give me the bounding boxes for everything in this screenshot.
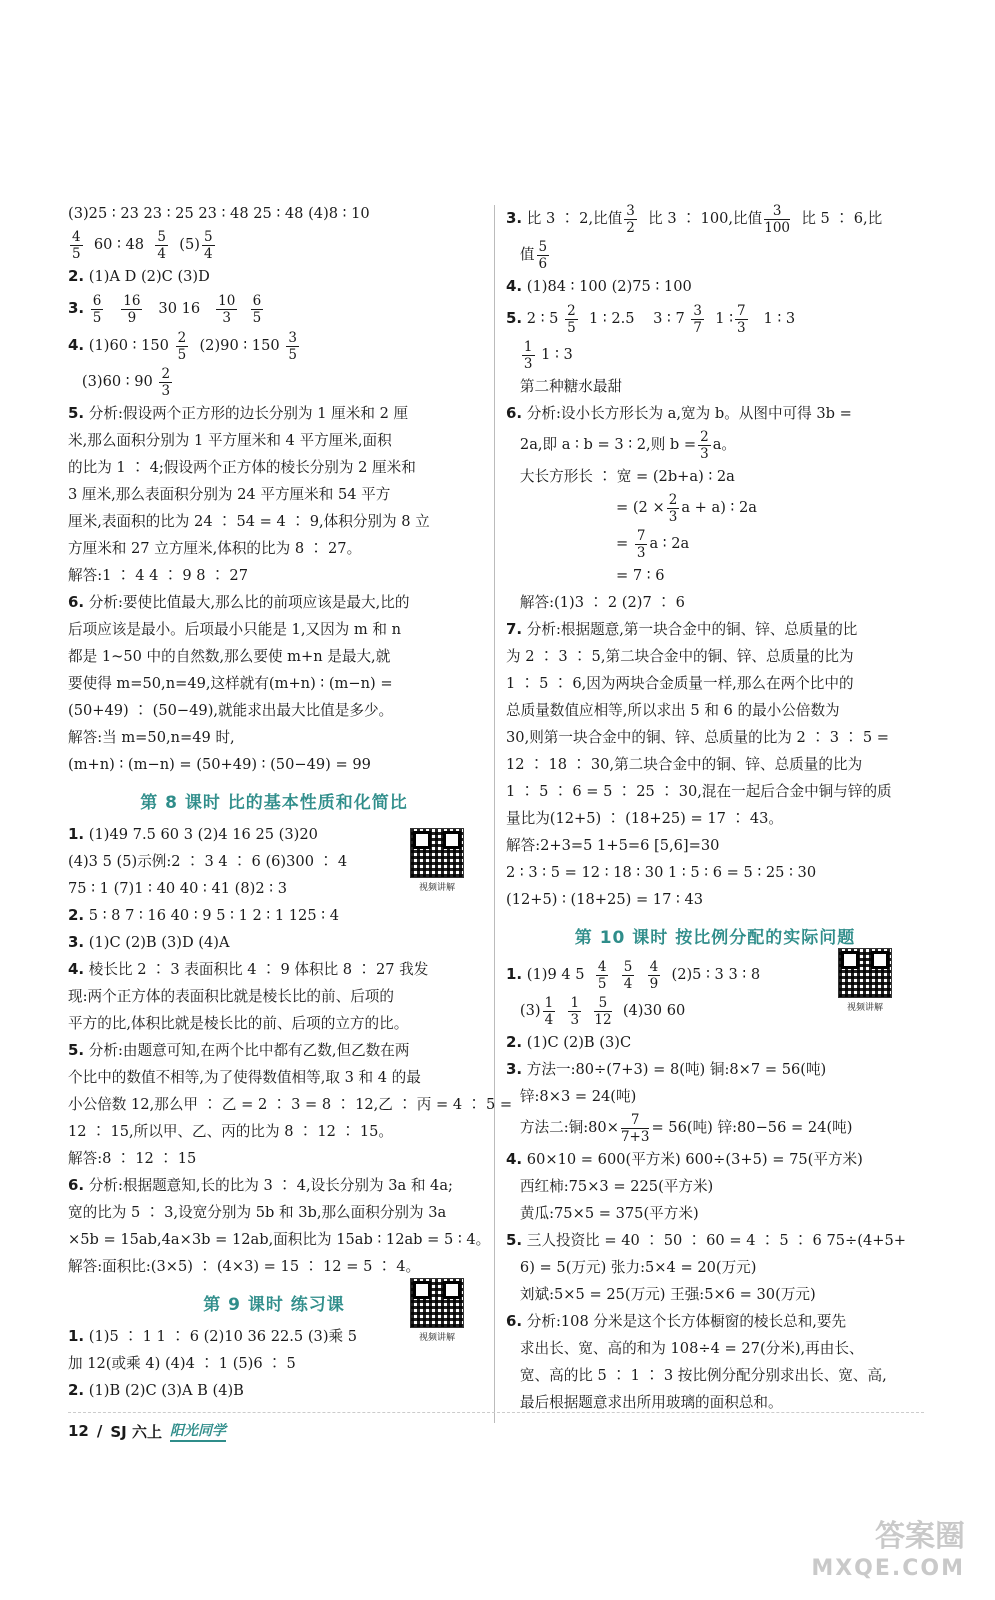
qr-code-video-lesson-8[interactable]: [410, 828, 464, 894]
watermark-url: MXQE.COM: [811, 1556, 965, 1581]
section-title-lesson-10: 第 10 课时 按比例分配的实际问题: [574, 928, 856, 948]
watermark-title: 答案圈: [875, 1519, 965, 1554]
question-4: 4. (1)84 ∶ 100 (2)75 ∶ 100: [506, 277, 692, 295]
page-number: 12: [68, 1422, 89, 1440]
site-watermark: [811, 1521, 965, 1585]
qr-code-icon: [410, 828, 464, 878]
lesson9-question-1: 1. (1)5 ∶ 1 1 ∶ 6 (2)10 36 22.5 (3)乘 5 加 12(或乘 4) (4)4 ∶ 1 (5)6 ∶ 5: [68, 1327, 358, 1372]
question-5: 5. 分析:假设两个正方形的边长分别为 1 厘米和 2 厘 米,那么面积分别为 1 平方厘米和 4 平方厘米,面积 的比为 1 ∶ 4;假设两个正方体的棱长分别为 2 厘米和 3 厘米,那么表面积分别为 24 平方厘米和 54 平方 厘米,表面积的比为 24 ∶ 54 = 4 ∶ 9,体积分别为 8 立 方厘米和 27 立方厘米,体积的比为 8 ∶ 27。 解答:1 ∶ 4 4 ∶ 9 8 ∶ 27: [68, 404, 430, 584]
question-7: 7. 分析:根据题意,第一块合金中的铜、锌、总质量的比 为 2 ∶ 3 ∶ 5,第二块合金中的铜、锌、总质量的比为 1 ∶ 5 ∶ 6,因为两块合金质量一样,那么在两个比中的 总质量数值应相等,所以求出 5 和 6 的最小公倍数为 30,则第一块合金中的铜、锌、总质量的比为 2 ∶ 3 ∶ 5 = 12 ∶ 18 ∶ 30,第二块合金中的铜、锌、总质量的比为 1 ∶ 5 ∶ 6 = 5 ∶ 25 ∶ 30,混在一起后合金中铜与锌的质 量比为(12+5) ∶ (18+25) = 17 ∶ 43。 解答:2+3=5 1+5=6 [5,6]=30 2 ∶ 3 ∶ 5 = 12 ∶ 18 ∶ 30 1 ∶ 5 ∶ 6 = 5 ∶ 25 ∶ 30 (12+5) ∶ (18+25) = 17 ∶ 43: [506, 620, 892, 908]
left-column: [68, 200, 513, 1404]
answer-line: [68, 227, 480, 263]
qr-caption: 视频讲解: [418, 1333, 455, 1343]
question-3: 3. $\frac{6}{5}$ $\frac{16}{9}$ 30 16 $\frac{10}{3}$ $\frac{6}{5}$: [68, 292, 262, 326]
lesson8-question-2: 2. 5 ∶ 8 7 ∶ 16 40 ∶ 9 5 ∶ 1 2 ∶ 1 125 ∶ 4: [68, 906, 339, 924]
lesson10-question-1-cont: (3) $\frac{1}{4}$ $\frac{1}{3}$ $\frac{5}{12}$ (4)30 60: [519, 994, 686, 1028]
lesson10-question-1: 1. (1)9 4 5 $\frac{4}{5}$ $\frac{5}{4}$ $\frac{4}{9}$ (2)5 ∶ 3 3 ∶ 8: [506, 958, 761, 992]
qr-caption: 视频讲解: [846, 1003, 883, 1013]
footer-separator: /: [96, 1422, 103, 1440]
footer-rule: [68, 1412, 924, 1413]
fraction: $\frac{4}{5}$: [72, 228, 81, 262]
brand-logo: 阳光同学: [170, 1420, 226, 1442]
lesson10-question-5: 5. 三人投资比 = 40 ∶ 50 ∶ 60 = 4 ∶ 5 ∶ 6 75÷(4+5+ 6) = 5(万元) 张力:5×4 = 20(万元) 刘斌:5×5 = 25(万元) 王强:5×6 = 30(万元): [506, 1231, 906, 1303]
lesson8-question-6: 6. 分析:根据题意知,长的比为 3 ∶ 4,设长分别为 3a 和 4a; 宽的比为 5 ∶ 3,设宽分别为 5b 和 3b,那么面积分别为 3a ×5b = 15ab,4a×3b = 12ab,面积比为 15ab ∶ 12ab = 5 ∶ 4。 解答:面积比:(3×5) ∶ (4×3) = 15 ∶ 12 = 5 ∶ 4。: [68, 1176, 491, 1275]
question-6: 6. 分析:设小长方形长为 a,宽为 b。从图中可得 3b = 2a,即 a ∶ b = 3 ∶ 2,则 b = $\frac{2}{3}$ a。 大长方形长 ∶ 宽 = (2b+a) ∶ 2a = (2 × $\frac{2}{3}$ a + a) ∶ 2a = $\frac{7}{3}$ a ∶ 2a = 7 ∶ 6 解答:(1)3 ∶ 2 (2)7 ∶ 6: [506, 404, 852, 611]
ratio-text: 60 ∶ 48: [93, 236, 145, 253]
lesson10-question-3: 3. 方法一:80÷(7+3) = 8(吨) 铜:8×7 = 56(吨) 锌:8×3 = 24(吨) 方法二:铜:80× $\frac{7}{7+3}$ = 56(吨) 锌:80−56 = 24(吨): [506, 1060, 853, 1145]
lesson10-question-4: 4. 60×10 = 600(平方米) 600÷(3+5) = 75(平方米) 西红柿:75×3 = 225(平方米) 黄瓜:75×5 = 375(平方米): [506, 1150, 863, 1222]
lesson10-question-6: 6. 分析:108 分米是这个长方体橱窗的棱长总和,要先 求出长、宽、高的和为 108÷4 = 27(分米),再由长、 宽、高的比 5 ∶ 1 ∶ 3 按比例分配分别求出长、宽、高, 最后根据题意求出所用玻璃的面积总和。: [506, 1312, 887, 1411]
fraction: $\frac{5}{4}$: [157, 228, 166, 262]
question-3-cont: 值 $\frac{5}{6}$: [519, 238, 548, 272]
lesson8-question-1: 1. (1)49 7.5 60 3 (2)4 16 25 (3)20 (4)3 5 (5)示例:2 ∶ 3 4 ∶ 6 (6)300 ∶ 4 75 ∶ 1 (7)1 ∶ 40 40 ∶ 41 (8)2 ∶ 3: [68, 825, 348, 897]
question-4: 4. (1)60 ∶ 150 $\frac{2}{5}$ (2)90 ∶ 150 $\frac{3}{5}$: [68, 329, 297, 363]
page-footer: [68, 1420, 226, 1442]
question-6: 6. 分析:要使比值最大,那么比的前项应该是最大,比的 后项应该是最小。后项最小只能是 1,又因为 m 和 n 都是 1~50 中的自然数,那么要使 m+n 是最大,就 要使得 m=50,n=49,这样就有(m+n) ∶ (m−n) = (50+49) ∶ (50−49),就能求出最大比值是多少。 解答:当 m=50,n=49 时, (m+n) ∶ (m−n) = (50+49) ∶ (50−49) = 99: [68, 593, 410, 773]
lesson9-question-2: 2. (1)B (2)C (3)A B (4)B: [68, 1381, 244, 1399]
section-title-lesson-8: 第 8 课时 比的基本性质和化简比: [140, 793, 408, 813]
question-3: 3. 比 3 ∶ 2,比值 $\frac{3}{2}$ 比 3 ∶ 100,比值 $\frac{3}{100}$ 比 5 ∶ 6,比: [506, 202, 883, 236]
lesson10-question-2: 2. (1)C (2)B (3)C: [506, 1033, 632, 1051]
fraction: $\frac{5}{4}$: [203, 228, 213, 262]
lesson8-question-4: 4. 棱长比 2 ∶ 3 表面积比 4 ∶ 9 体积比 8 ∶ 27 我发 现:两个正方体的表面积比就是棱长比的前、后项的 平方的比,体积比就是棱长比的前、后项的立方的比。: [68, 960, 429, 1032]
qr-code-video-lesson-9[interactable]: [410, 1278, 464, 1344]
section-title-lesson-9: 第 9 课时 练习课: [203, 1295, 345, 1315]
lesson8-question-3: 3. (1)C (2)B (3)D (4)A: [68, 933, 230, 951]
qr-caption: 视频讲解: [418, 883, 455, 893]
question-5-conclusion: 第二种糖水最甜: [519, 378, 623, 395]
qr-code-icon: [410, 1278, 464, 1328]
answer-line: (3)25 ∶ 23 23 ∶ 25 23 ∶ 48 25 ∶ 48 (4)8 ∶ 10: [68, 205, 370, 222]
question-5: 5. 2 ∶ 5 $\frac{2}{5}$ 1 ∶ 2.5 3 ∶ 7 $\frac{3}{7}$ 1 ∶ $\frac{7}{3}$ 1 ∶ 3: [506, 302, 796, 336]
item-label: (5): [179, 236, 200, 253]
question-4-cont: (3)60 ∶ 90 $\frac{2}{3}$: [81, 365, 171, 399]
column-divider: [494, 205, 495, 1423]
question-2: 2. (1)A D (2)C (3)D: [68, 267, 210, 285]
book-code: SJ 六上: [110, 1422, 162, 1441]
right-column: [506, 200, 924, 1416]
qr-code-icon: [838, 948, 892, 998]
lesson8-question-5: 5. 分析:由题意可知,在两个比中都有乙数,但乙数在两 个比中的数值不相等,为了使得数值相等,取 3 和 4 的最 小公倍数 12,那么甲 ∶ 乙 = 2 ∶ 3 = 8 ∶ 12,乙 ∶ 丙 = 4 ∶ 5 = 12 ∶ 15,所以甲、乙、丙的比为 8 ∶ 12 ∶ 15。 解答:8 ∶ 12 ∶ 15: [68, 1041, 513, 1167]
question-5-cont: $\frac{1}{3}$ 1 ∶ 3: [523, 338, 573, 372]
qr-code-video-lesson-10[interactable]: [838, 948, 892, 1014]
